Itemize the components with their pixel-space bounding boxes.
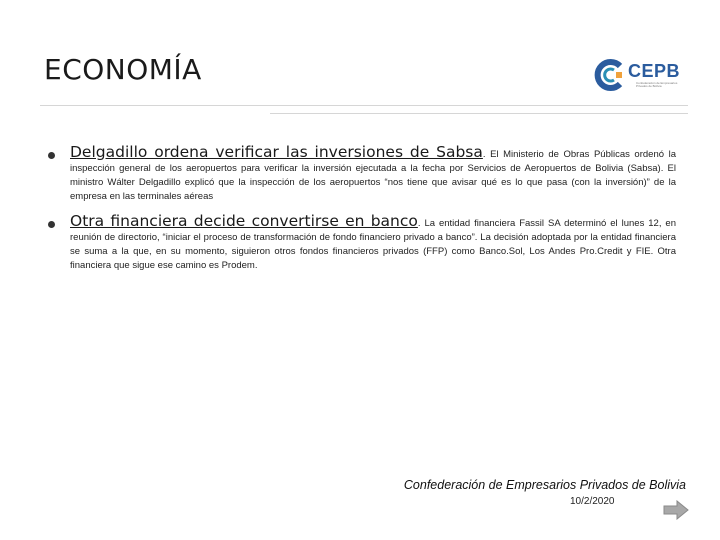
news-headline: Delgadillo ordena verificar las inversiones de Sabsa	[70, 143, 483, 161]
logo-wordmark: CEPB	[628, 61, 681, 81]
news-body: El Ministerio de Obras Públicas ordenó la inspección general de los aeropuertos para verificar la inversión ejecutada a la fecha por Servicios de Aeropuertos de Bolivia (Sabsa). El ministro Wálter Delgadillo explicó que la inspección de los aeropuertos “nos tiene que avisar qué es lo que pasa (con la inversión)” de la empresa en las terminales aéreas	[70, 149, 676, 202]
footer-organization: Confederación de Empresarios Privados de Bolivia	[403, 478, 686, 492]
header-divider-secondary	[270, 113, 688, 114]
cepb-logo	[592, 58, 681, 92]
news-body: La entidad financiera Fassil SA determinó el lunes 12, en reunión de directorio, “iniciar el proceso de transformación de fondo financiero privado a banco”. La decisión adoptada por la entidad financiera se suma a la que, en su momento, siguieron otros fondos financieros privados (FFP) como Banco.Sol, Los Andes Pro.Credit y FIE. Otra financiera que sigue ese camino es Prodem.	[70, 218, 676, 271]
logo-subtitle: Confederación de Empresarios Privados de Bolivia	[636, 81, 678, 88]
bullet-icon	[48, 152, 55, 159]
list-item	[48, 214, 676, 273]
headline-period: .	[482, 149, 486, 160]
news-paragraph	[70, 145, 676, 204]
news-paragraph	[70, 214, 676, 273]
footer-date: 10/2/2020	[570, 496, 615, 507]
list-item	[48, 145, 676, 204]
headline-period: .	[417, 218, 421, 229]
page-title: ECONOMÍA	[44, 53, 202, 86]
right-arrow-icon	[662, 500, 690, 520]
header-divider	[40, 105, 688, 106]
next-slide-button[interactable]	[662, 500, 690, 520]
bullet-icon	[48, 221, 55, 228]
news-headline: Otra financiera decide convertirse en banco	[70, 212, 418, 230]
cepb-emblem-icon	[592, 58, 628, 92]
